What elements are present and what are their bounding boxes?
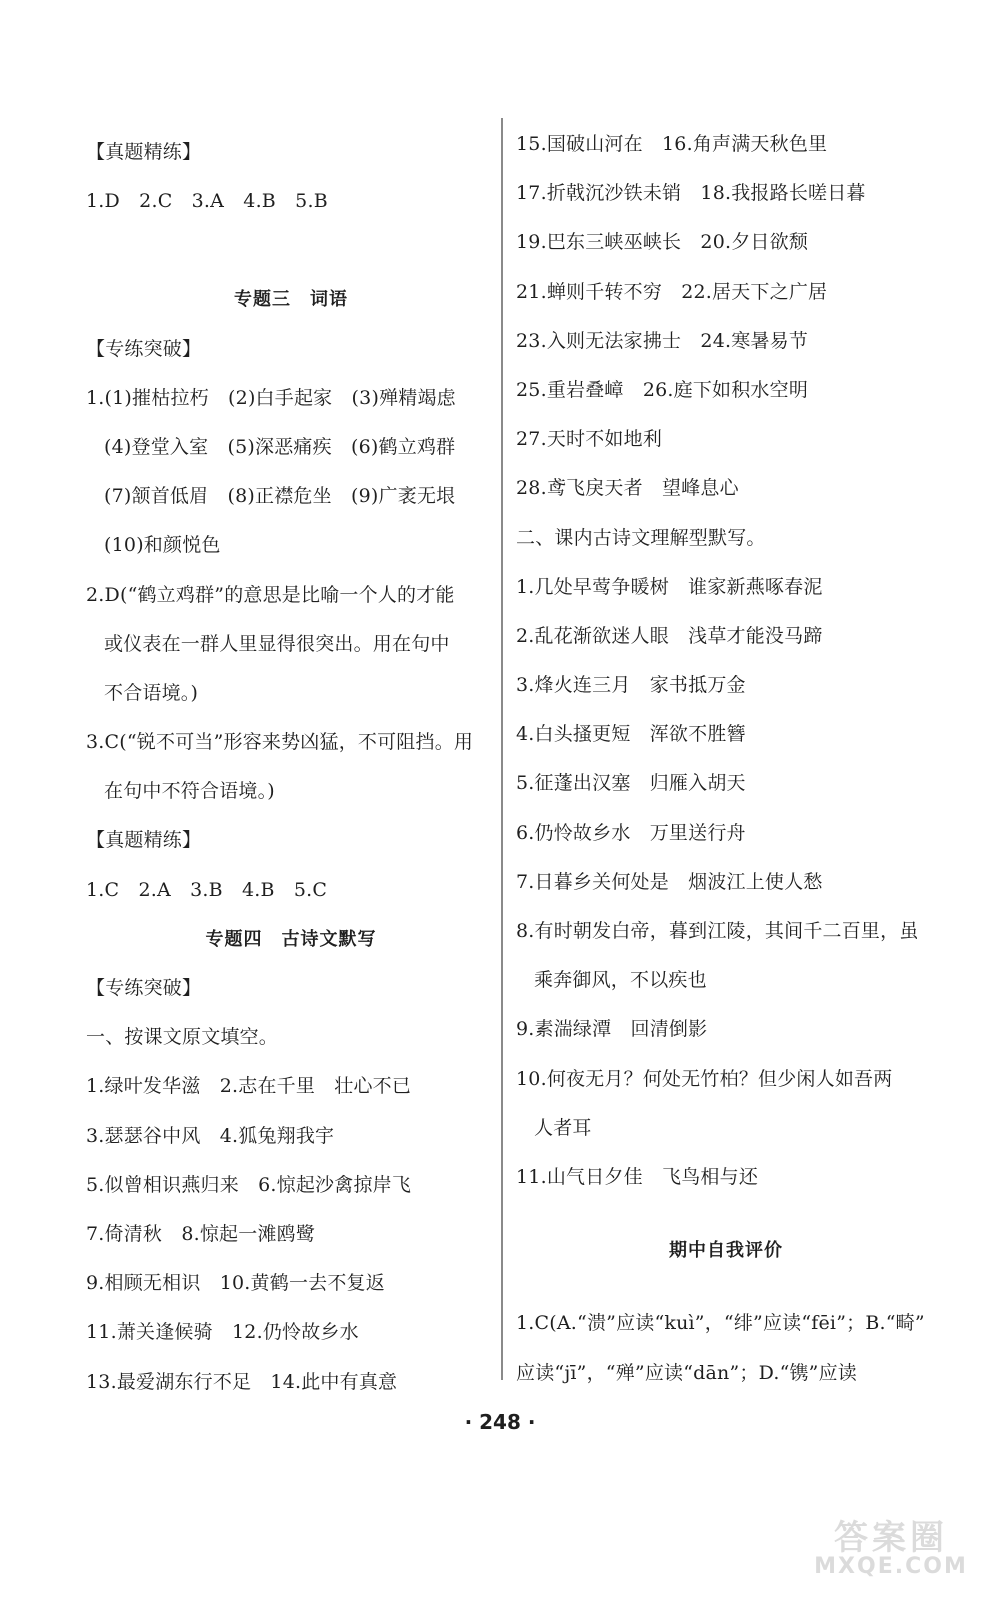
left-column <box>86 128 496 1407</box>
answer-line: 21.蝉则千转不穷 22.居天下之广居 <box>516 280 828 303</box>
answer-line: 1.几处早莺争暖树 谁家新燕啄春泥 <box>516 575 823 598</box>
part-2-title: 二、课内古诗文理解型默写。 <box>516 526 766 549</box>
answer-line: 3.烽火连三月 家书抵万金 <box>516 674 746 697</box>
answer-line: 25.重岩叠嶂 26.庭下如积水空明 <box>516 378 809 401</box>
answer-line: 1.绿叶发华滋 2.志在千里 壮心不已 <box>86 1075 412 1098</box>
answer-line: 3.瑟瑟谷中风 4.狐兔翔我宇 <box>86 1124 335 1147</box>
answer-line: 7.日暮乡关何处是 烟波江上使人愁 <box>516 870 823 893</box>
spacer <box>516 1202 936 1226</box>
answer-line: 27.天时不如地利 <box>516 428 663 451</box>
page-number: · 248 · <box>464 1410 536 1434</box>
right-column <box>516 120 936 1398</box>
answer-line: 28.鸢飞戾天者 望峰息心 <box>516 477 739 500</box>
answer-line: 1.C 2.A 3.B 4.B 5.C <box>86 878 328 901</box>
section-heading-practice: 【专练突破】 <box>86 337 202 360</box>
watermark-main-text: 答案圈 <box>834 1518 948 1558</box>
answer-line: 或仪表在一群人里显得很突出。用在句中 <box>104 632 450 655</box>
section-heading-true-questions: 【真题精练】 <box>86 141 202 163</box>
section-heading-practice: 【专练突破】 <box>86 977 202 999</box>
spacer <box>516 1275 936 1299</box>
answer-line: 2.乱花渐欲迷人眼 浅草才能没马蹄 <box>516 624 823 647</box>
answer-line: 2.D(“鹤立鸡群”的意思是比喻一个人的才能 <box>86 583 455 606</box>
column-divider <box>501 118 503 1380</box>
answer-line: (10)和颜悦色 <box>104 534 221 557</box>
answer-line: 6.仍怜故乡水 万里送行舟 <box>516 821 746 844</box>
watermark-sub-text: MXQE.COM <box>814 1554 968 1579</box>
answer-line: 11.萧关逢候骑 12.仍怜故乡水 <box>86 1321 359 1344</box>
answer-line: 23.入则无法家拂士 24.寒暑易节 <box>516 329 809 352</box>
answer-line: 乘奔御风，不以疾也 <box>534 969 707 992</box>
answer-line: 8.有时朝发白帝，暮到江陵，其间千二百里，虽 <box>516 920 919 942</box>
answer-line: 3.C(“锐不可当”形容来势凶猛，不可阻挡。用 <box>86 731 474 754</box>
topic-4-title: 专题四 古诗文默写 <box>205 928 377 950</box>
section-heading-true-questions: 【真题精练】 <box>86 829 202 852</box>
answer-line: 9.素湍绿潭 回清倒影 <box>516 1018 708 1041</box>
answer-line: (7)颔首低眉 (8)正襟危坐 (9)广袤无垠 <box>104 485 456 508</box>
answer-line: 1.C(A.“溃”应读“kuì”，“绯”应读“fēi”；B.“畸” <box>516 1312 925 1335</box>
topic-3-title: 专题三 词语 <box>234 289 348 311</box>
answer-line: 人者耳 <box>534 1116 592 1139</box>
answer-line: 在句中不符合语境。) <box>104 780 275 803</box>
answer-line: 应读“jī”，“殚”应读“dān”；D.“镌”应读 <box>516 1361 857 1384</box>
answer-line: 11.山气日夕佳 飞鸟相与还 <box>516 1165 759 1188</box>
watermark-logo <box>806 1510 976 1582</box>
part-1-title: 一、按课文原文填空。 <box>86 1026 279 1049</box>
answer-line: (4)登堂入室 (5)深恶痛疾 (6)鹤立鸡群 <box>104 435 456 458</box>
answer-line: 15.国破山河在 16.角声满天秋色里 <box>516 133 828 155</box>
answer-line: 19.巴东三峡巫峡长 20.夕日欲颓 <box>516 231 809 254</box>
midterm-self-evaluation-title: 期中自我评价 <box>669 1240 783 1262</box>
answer-line: 9.相顾无相识 10.黄鹤一去不复返 <box>86 1272 385 1295</box>
answer-line: 5.征蓬出汉塞 归雁入胡天 <box>516 772 746 795</box>
answer-line: 4.白头搔更短 浑欲不胜簪 <box>516 723 746 746</box>
answer-line: 不合语境。) <box>104 681 199 704</box>
answer-line: 5.似曾相识燕归来 6.惊起沙禽掠岸飞 <box>86 1173 412 1196</box>
spacer <box>86 226 496 275</box>
answer-line: 1.(1)摧枯拉朽 (2)白手起家 (3)殚精竭虑 <box>86 386 456 409</box>
answer-line: 7.倚清秋 8.惊起一滩鸥鹭 <box>86 1222 316 1245</box>
answer-line: 10.何夜无月？何处无竹柏？但少闲人如吾两 <box>516 1067 893 1090</box>
answer-line: 17.折戟沉沙铁未销 18.我报路长嗟日暮 <box>516 182 866 205</box>
answer-line: 1.D 2.C 3.A 4.B 5.B <box>86 190 328 213</box>
answer-line: 13.最爱湖东行不足 14.此中有真意 <box>86 1370 398 1393</box>
